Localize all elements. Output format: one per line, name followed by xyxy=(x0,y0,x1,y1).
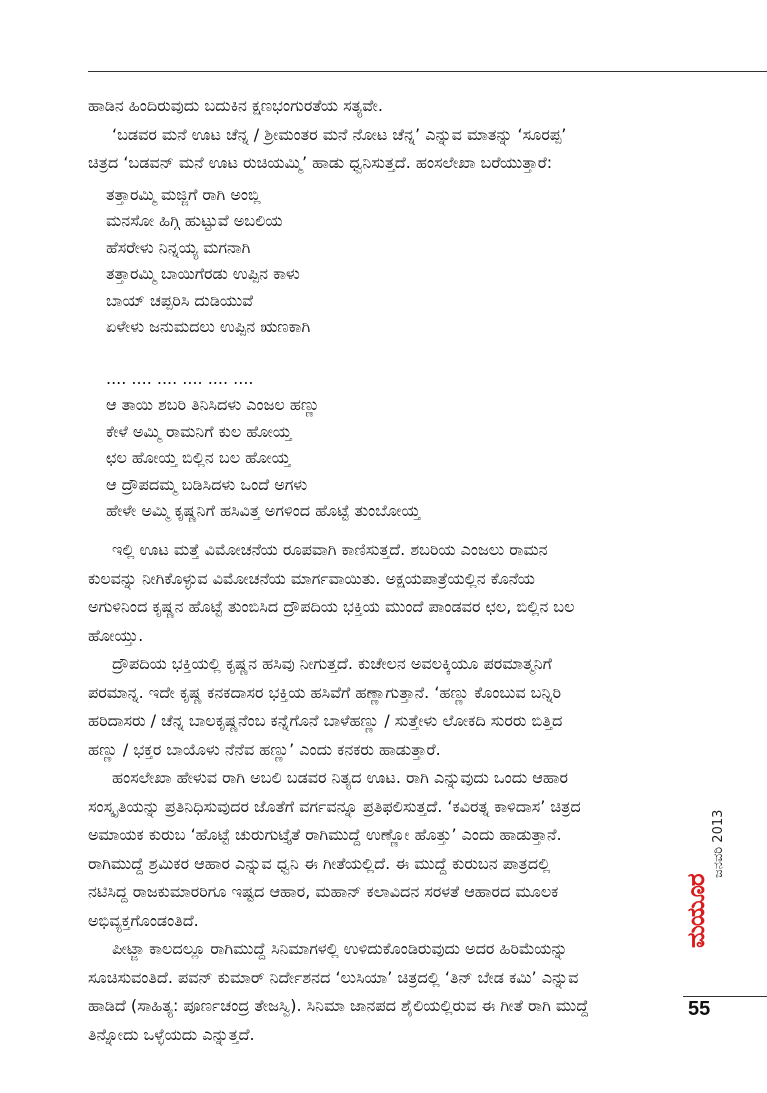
text-line: ಅಭಿವ್ಯಕ್ತಗೊಂಡಂತಿದೆ. xyxy=(88,910,199,930)
issue-date: ಜನವರಿ 2013 xyxy=(711,809,726,878)
text-line: ಕುಲವನ್ನು ನೀಗಿಕೊಳ್ಳುವ ವಿಮೋಚನೆಯ ಮಾರ್ಗವಾಯಿತು. ಅಕ್ಷಯಪಾತ್ರೆಯಲ್ಲಿನ ಕೊನೆಯ xyxy=(88,568,535,588)
text-line: ಸಂಸ್ಕೃತಿಯನ್ನು ಪ್ರತಿನಿಧಿಸುವುದರ ಜೊತೆಗೆ ವರ್ಗವನ್ನೂ ಪ್ರತಿಫಲಿಸುತ್ತದೆ. ‘ಕವಿರತ್ನ ಕಾಳಿದಾಸ’ ಚಿತ್ರದ xyxy=(88,796,581,816)
text-line: ‘ಬಡವರ ಮನೆ ಊಟ ಚೆನ್ನ / ಶ್ರೀಮಂತರ ಮನೆ ನೋಟ ಚೆನ್ನ’ ಎನ್ನುವ ಮಾತನ್ನು ‘ಸೂರಪ್ಪ’ xyxy=(112,124,567,144)
header-rule xyxy=(88,71,767,72)
text-line: ರಾಗಿಮುದ್ದೆ ಶ್ರಮಿಕರ ಆಹಾರ ಎನ್ನುವ ಧ್ವನಿ ಈ ಗೀತೆಯಲ್ಲಿದೆ. ಈ ಮುದ್ದೆ ಕುರುಬನ ಪಾತ್ರದಲ್ಲಿ xyxy=(88,853,551,873)
lyric-line: ಏಳೇಳು ಜನುಮದಲು ಉಪ್ಪಿನ ಋಣಕಾಗಿ xyxy=(106,317,311,337)
text-line: ನಟಿಸಿದ್ದ ರಾಜಕುಮಾರರಿಗೂ ಇಷ್ಟದ ಆಹಾರ, ಮಹಾನ್ ಕಲಾವಿದನ ಸರಳತೆ ಆಹಾರದ ಮೂಲಕ xyxy=(88,882,559,901)
song-lyrics-2 xyxy=(106,366,420,524)
text-line: ಅಗುಳಿನಿಂದ ಕೃಷ್ಣನ ಹೊಟ್ಟೆ ತುಂಬಿಸಿದ ದ್ರೌಪದಿಯ ಭಕ್ತಿಯ ಮುಂದೆ ಪಾಂಡವರ ಛಲ, ಬಿಲ್ಲಿನ ಬಲ xyxy=(88,597,575,616)
text-line: ಪೀಟ್ಜಾ ಕಾಲದಲ್ಲೂ ರಾಗಿಮುದ್ದೆ ಸಿನಿಮಾಗಳಲ್ಲಿ ಉಳಿದುಕೊಂಡಿರುವುದು ಅದರ ಹಿರಿಮೆಯನ್ನು xyxy=(112,939,568,958)
paragraph-4 xyxy=(88,764,678,935)
lyric-line: ಹೇಳೇ ಅಮ್ಮಿ ಕೃಷ್ಣನಿಗೆ ಹಸಿವಿತ್ತ ಅಗಳಿಂದ ಹೊಟ್ಟೆ ತುಂಬೋಯ್ತ xyxy=(106,501,421,521)
text-line: ತಿನ್ನೋದು ಒಳ್ಳೆಯದು ಎನ್ನುತ್ತದೆ. xyxy=(88,1024,255,1044)
text-line: ಹರಿದಾಸರು / ಚೆನ್ನ ಬಾಲಕೃಷ್ಣನೆಂಬ ಕನ್ನೆಗೊನೆ ಬಾಳೆಹಣ್ಣು / ಸುತ್ತೇಳು ಲೋಕದಿ ಸುರರು ಬಿತ್ತಿದ xyxy=(88,711,563,730)
lyric-line: ಕೇಳೆ ಅಮ್ಮಿ ರಾಮನಿಗೆ ಕುಲ ಹೋಯ್ತ xyxy=(106,421,292,441)
paragraph-5 xyxy=(88,935,678,1049)
lyric-ellipsis: .... .... .... .... .... .... xyxy=(106,369,254,388)
paragraph-1 xyxy=(88,92,678,178)
text-line: ಹಾಡಿನ ಹಿಂದಿರುವುದು ಬದುಕಿನ ಕ್ಷಣಭಂಗುರತೆಯ ಸತ್ಯವೇ. xyxy=(88,96,383,115)
text-line: ಇಲ್ಲಿ ಊಟ ಮತ್ತೆ ವಿಮೋಚನೆಯ ರೂಪವಾಗಿ ಕಾಣಿಸುತ್ತದೆ. ಶಬರಿಯ ಎಂಜಲು ರಾಮನ xyxy=(112,540,548,559)
text-line: ಚಿತ್ರದ ‘ಬಡವನ್ ಮನೆ ಊಟ ರುಚಿಯಮ್ಮಿ’ ಹಾಡು ಧ್ವನಿಸುತ್ತದೆ. ಹಂಸಲೇಖಾ ಬರೆಯುತ್ತಾರೆ: xyxy=(88,153,553,172)
lyric-line: ಹೆಸರೇಳು ನಿನ್ನಯ್ಯ ಮಗನಾಗಿ xyxy=(106,237,251,257)
text-line: ಹಣ್ಣು / ಭಕ್ತರ ಬಾಯೊಳು ನೆನೆವ ಹಣ್ಣು’ ಎಂದು ಕನಕರು ಹಾಡುತ್ತಾರೆ. xyxy=(88,739,441,759)
text-line: ಹಂಸಲೇಖಾ ಹೇಳುವ ರಾಗಿ ಅಬಲಿ ಬಡವರ ನಿತ್ಯದ ಊಟ. ರಾಗಿ ಎನ್ನುವುದು ಒಂದು ಆಹಾರ xyxy=(112,768,569,787)
paragraph-3 xyxy=(88,650,678,764)
text-line: ಸೂಚಿಸುವಂತಿದೆ. ಪವನ್ ಕುಮಾರ್ ನಿರ್ದೇಶನದ ‘ಲುಸಿಯಾ’ ಚಿತ್ರದಲ್ಲಿ ‘ತಿನ್ ಬೇಡ ಕಮಿ’ ಎನ್ನುವ xyxy=(88,967,579,987)
footer-rule xyxy=(683,996,767,997)
page-number: 55 xyxy=(688,998,711,1020)
lyric-line: ಮನಸೋ ಹಿಗ್ಗಿ ಹುಟ್ಟುವೆ ಅಬಲಿಯ xyxy=(106,211,283,231)
text-line: ಹಾಡಿದೆ (ಸಾಹಿತ್ಯ: ಪೂರ್ಣಚಂದ್ರ ತೇಜಸ್ವಿ). ಸಿನಿಮಾ ಜಾನಪದ ಶೈಲಿಯಲ್ಲಿರುವ ಈ ಗೀತೆ ರಾಗಿ ಮುದ್ದೆ xyxy=(88,996,589,1015)
text-line: ಅಮಾಯಕ ಕುರುಬ ‘ಹೊಟ್ಟೆ ಚುರುಗುಟ್ತೈತೆ ರಾಗಿಮುದ್ದೆ ಉಣ್ಣೋ ಹೊತ್ತು’ ಎಂದು ಹಾಡುತ್ತಾನೆ. xyxy=(88,825,562,844)
lyric-line: ತತ್ತಾರಮ್ಮಿ ಬಾಯಿಗೆರಡು ಉಪ್ಪಿನ ಕಾಳು xyxy=(106,264,300,284)
paragraph-2 xyxy=(88,536,678,650)
lyric-line: ಆ ತಾಯಿ ಶಬರಿ ತಿನಿಸಿದಳು ಎಂಜಲ ಹಣ್ಣು xyxy=(106,395,320,415)
lyric-line: ತತ್ತಾರಮ್ಮಿ ಮಜ್ಜಿಗೆ ರಾಗಿ ಅಂಬ್ಲಿ xyxy=(106,185,261,204)
lyric-line: ಬಾಯ್ ಚಪ್ಪರಿಸಿ ದುಡಿಯುವೆ xyxy=(106,290,254,310)
song-lyrics-1 xyxy=(106,182,310,340)
magazine-title: ಮಯೂರ xyxy=(682,874,710,948)
text-line: ಪರಮಾನ್ನ. ಇದೇ ಕೃಷ್ಣ ಕನಕದಾಸರ ಭಕ್ತಿಯ ಹಸಿವೆಗೆ ಹಣ್ಣಾಗುತ್ತಾನೆ. ‘ಹಣ್ಣು ಕೊಂಬುವ ಬನ್ನಿರಿ xyxy=(88,682,562,702)
lyric-line: ಆ ದ್ರೌಪದಮ್ಮ ಬಡಿಸಿದಳು ಒಂದೆ ಅಗಳು xyxy=(106,474,308,494)
text-line: ಹೋಯ್ತು. xyxy=(88,625,144,645)
lyric-line: ಛಲ ಹೋಯ್ತ ಬಿಲ್ಲಿನ ಬಲ ಹೋಯ್ತ xyxy=(106,448,291,468)
text-line: ದ್ರೌಪದಿಯ ಭಕ್ತಿಯಲ್ಲಿ ಕೃಷ್ಣನ ಹಸಿವು ನೀಗುತ್ತದೆ. ಕುಚೇಲನ ಅವಲಕ್ಕಿಯೂ ಪರಮಾತ್ಮನಿಗೆ xyxy=(112,654,552,673)
